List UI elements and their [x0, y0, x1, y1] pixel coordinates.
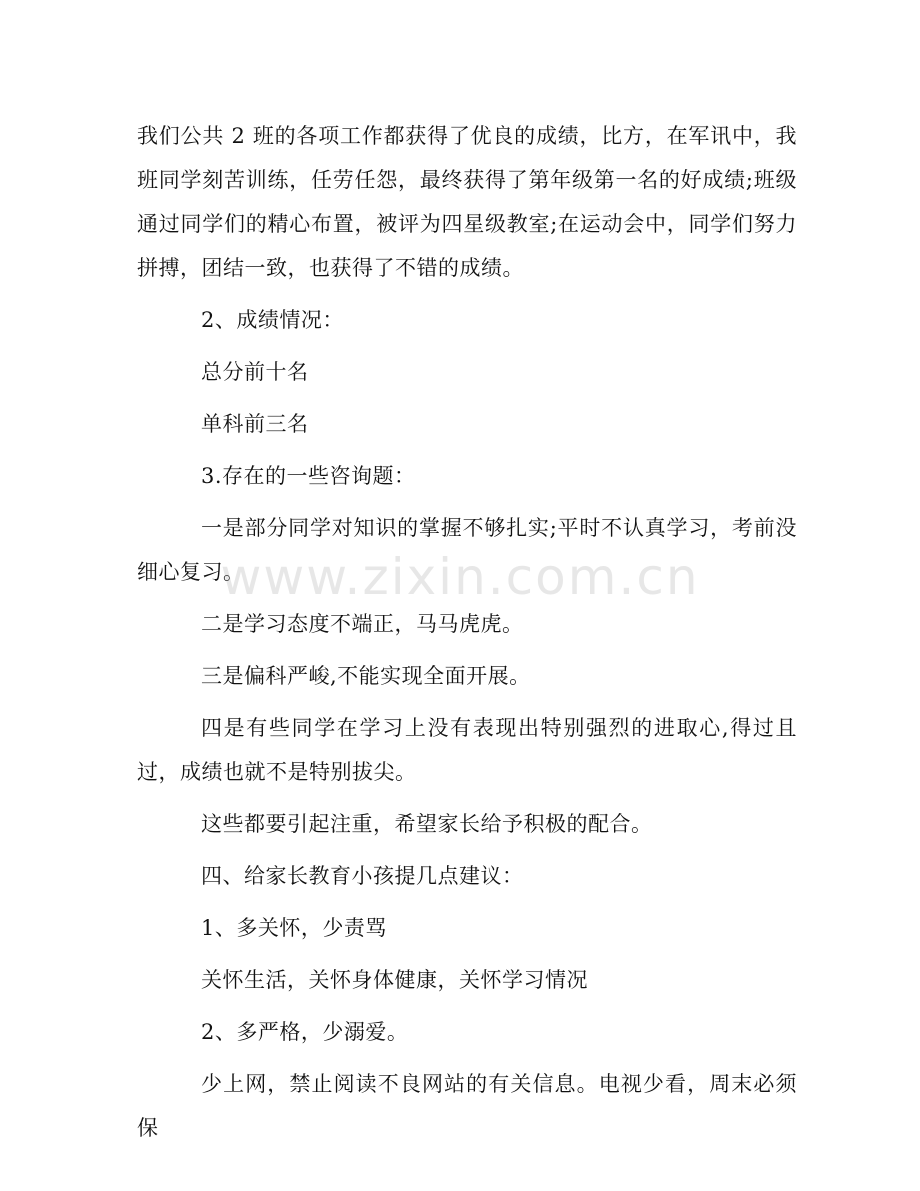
paragraph: 三是偏科严峻,不能实现全面开展。: [201, 664, 531, 688]
watermark: www.zixin.com.cn: [220, 548, 700, 606]
paragraph: 少上网，禁止阅读不良网站的有关信息。电视少看，周末必须保: [137, 1072, 797, 1140]
paragraph: 一是部分同学对知识的掌握不够扎实;平时不认真学习，考前没细心复习。: [137, 516, 797, 584]
paragraph: 四是有些同学在学习上没有表现出特别强烈的进取心,得过且过，成绩也就不是特别拔尖。: [137, 716, 797, 784]
document-body: [137, 114, 797, 1158]
paragraph: 关怀生活，关怀身体健康，关怀学习情况: [201, 968, 588, 992]
paragraph: 1、多关怀，少责骂: [201, 916, 387, 940]
paragraph: 这些都要引起注重，希望家长给予积极的配合。: [201, 812, 653, 836]
section-heading-scores: 2、成绩情况：: [201, 308, 344, 332]
paragraph: 单科前三名: [201, 412, 309, 436]
paragraph: 总分前十名: [201, 360, 309, 384]
paragraph: 2、多严格，少溺爱。: [201, 1020, 409, 1044]
section-heading-issues: 3.存在的一些咨询题：: [201, 464, 416, 488]
paragraph: 二是学习态度不端正，马马虎虎。: [201, 612, 524, 636]
section-heading-suggestions: 四、给家长教育小孩提几点建议：: [201, 864, 524, 888]
paragraph: 我们公共 2 班的各项工作都获得了优良的成绩，比方，在军讯中，我班同学刻苦训练，任劳任怨，最终获得了第年级第一名的好成绩;班级通过同学们的精心布置，被评为四星级教室;在运动会中，同学们努力拼搏，团结一致，也获得了不错的成绩。: [137, 124, 797, 280]
